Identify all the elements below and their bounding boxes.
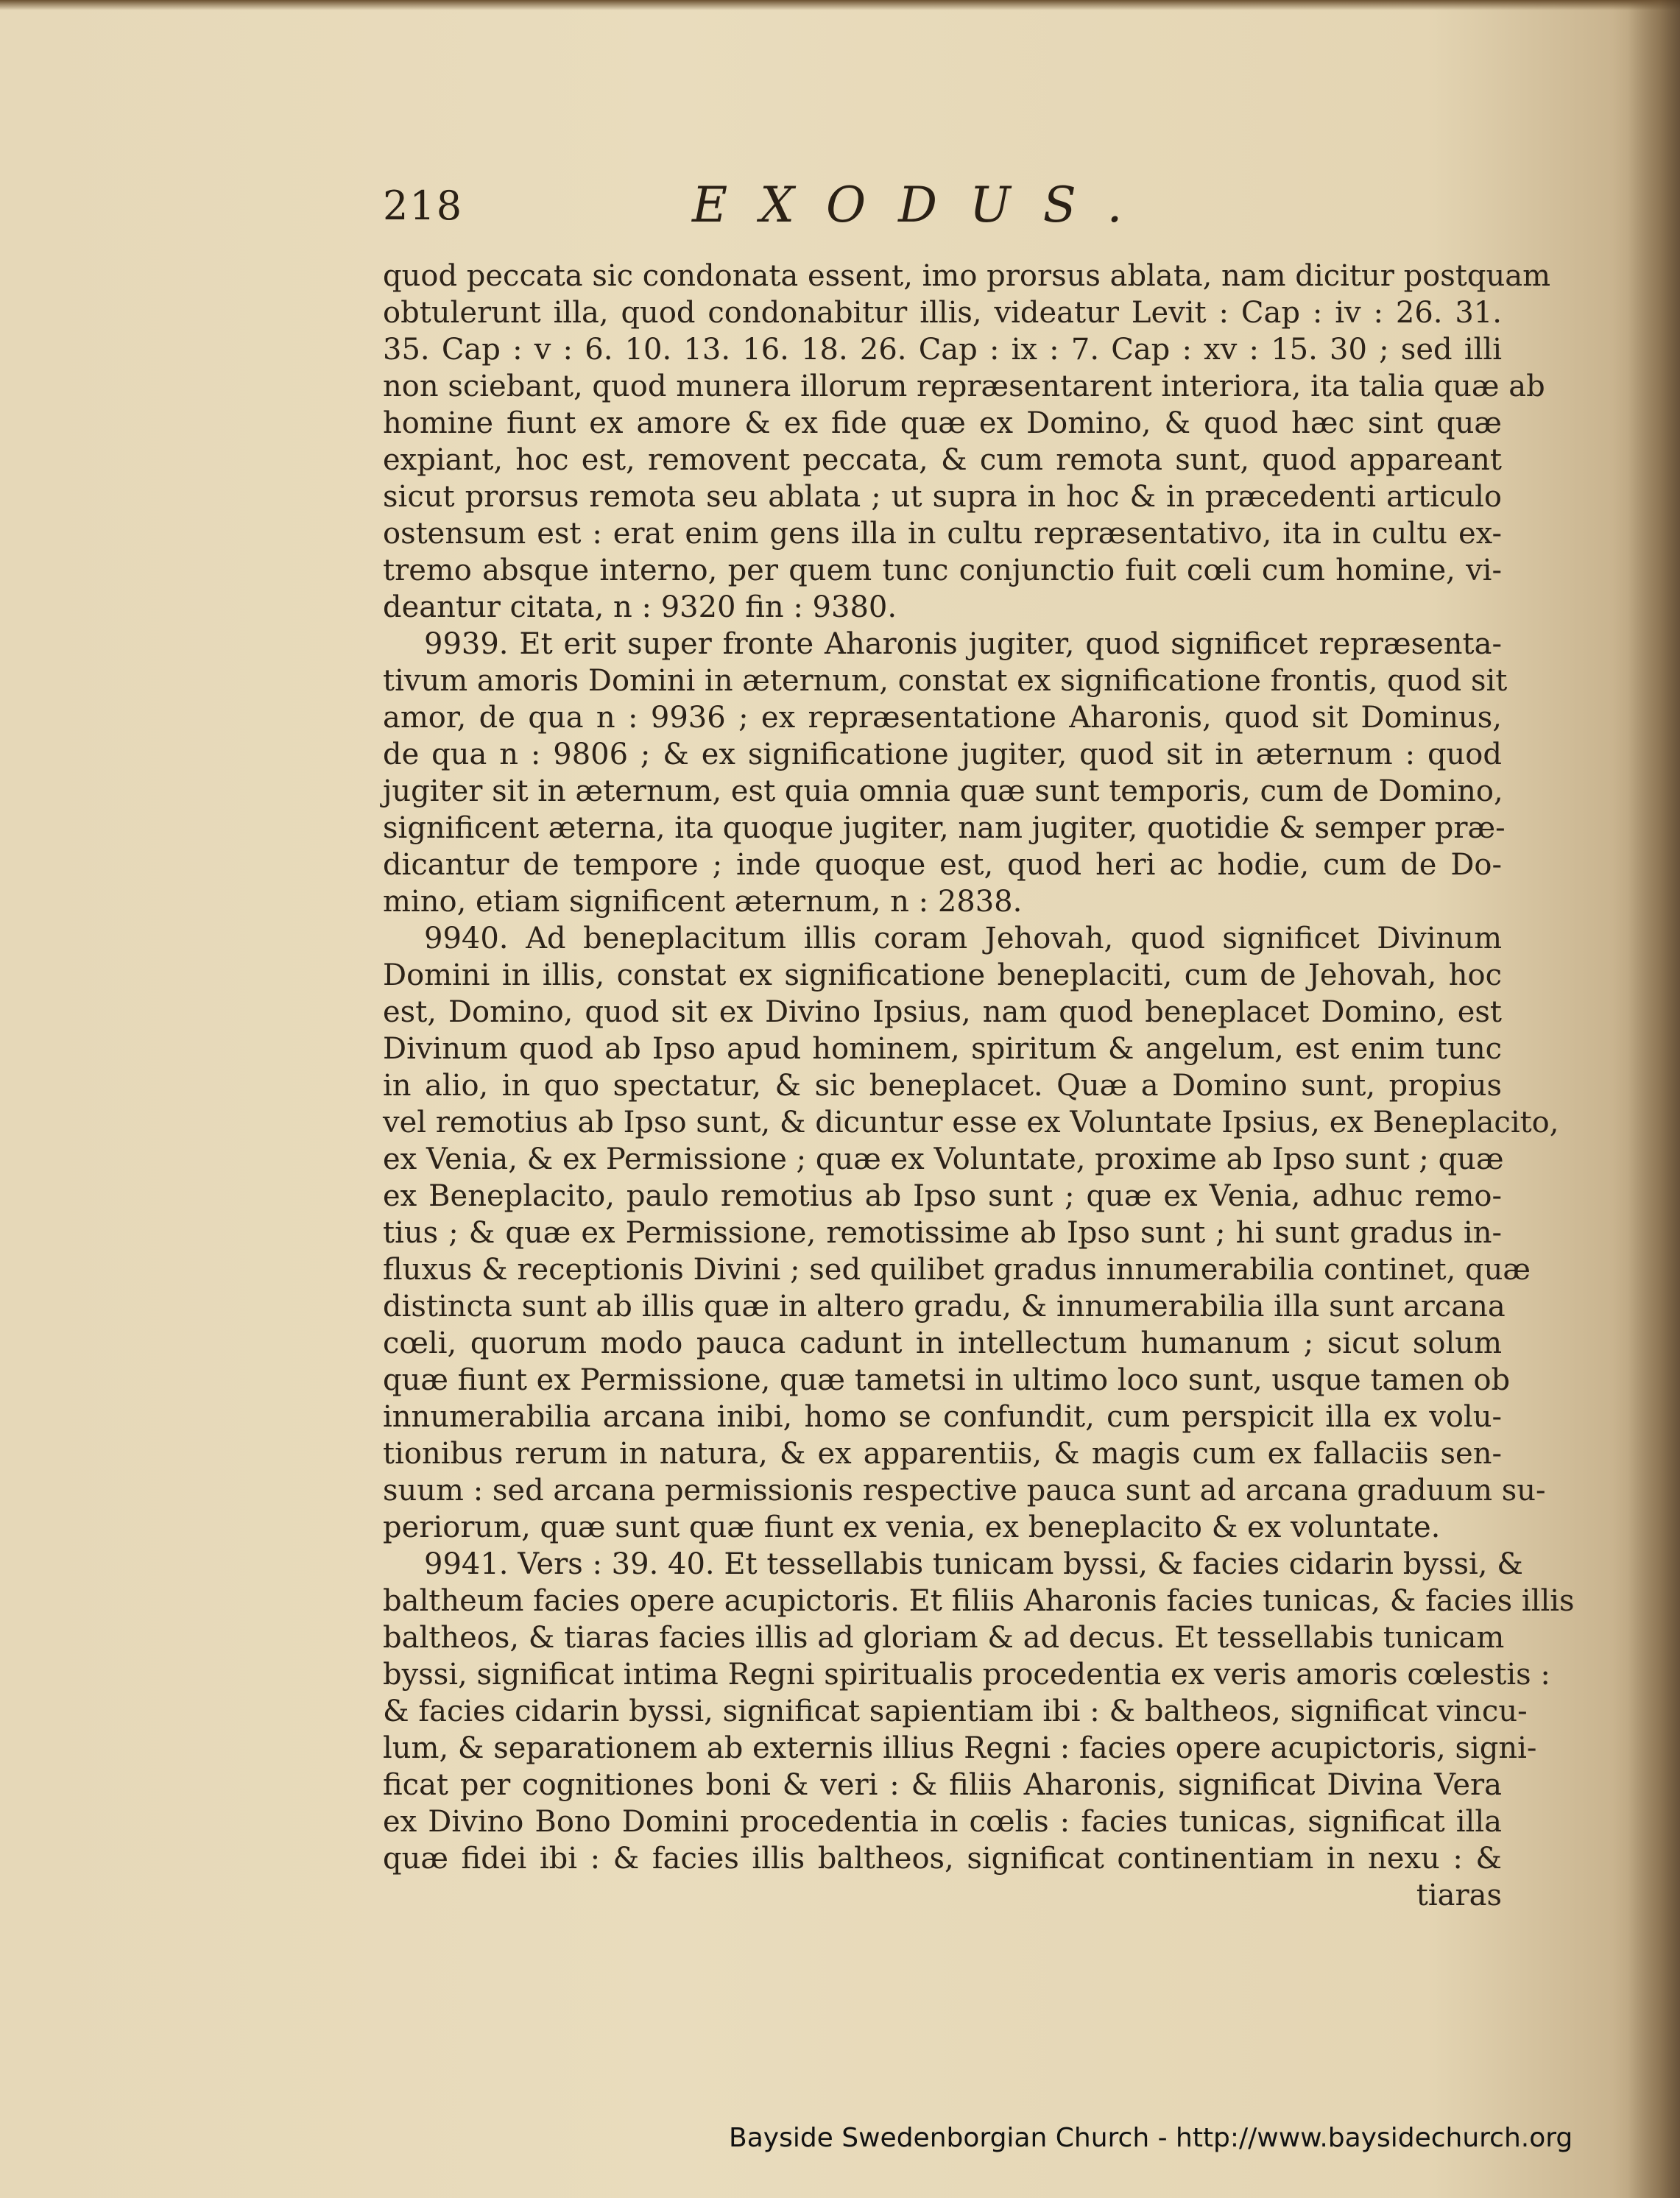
text-line: tionibus rerum in natura, & ex apparentiis, & magis cum ex fallaciis sen- bbox=[383, 1437, 1502, 1471]
text-line: quod peccata sic condonata essent, imo prorsus ablata, nam dicitur postquam bbox=[383, 259, 1550, 293]
text-line: Domini in illis, constat ex significatione beneplaciti, cum de Jehovah, hoc bbox=[383, 958, 1502, 992]
catchword: tiaras bbox=[1416, 1879, 1502, 1912]
running-title: EXODUS. bbox=[692, 177, 1155, 233]
text-line: vel remotius ab Ipso sunt, & dicuntur esse ex Voluntate Ipsius, ex Beneplacito, bbox=[383, 1106, 1559, 1139]
text-line: 35. Cap : v : 6. 10. 13. 16. 18. 26. Cap : ix : 7. Cap : xv : 15. 30 ; sed illi bbox=[383, 333, 1502, 367]
text-line: suum : sed arcana permissionis respective pauca sunt ad arcana graduum su- bbox=[383, 1474, 1546, 1508]
text-line: baltheum facies opere acupictoris. Et filiis Aharonis facies tunicas, & facies illis bbox=[383, 1584, 1575, 1618]
text-line: jugiter sit in æternum, est quia omnia quæ sunt temporis, cum de Domino, bbox=[383, 774, 1503, 808]
text-line: innumerabilia arcana inibi, homo se confundit, cum perspicit illa ex volu- bbox=[383, 1400, 1502, 1434]
text-line: fluxus & receptionis Divini ; sed quilibet gradus innumerabilia continet, quæ bbox=[383, 1253, 1531, 1287]
page-header bbox=[383, 177, 1502, 243]
text-line: dicantur de tempore ; inde quoque est, quod heri ac hodie, cum de Do- bbox=[383, 848, 1502, 882]
paragraph-9940-start: 9940. Ad beneplacitum illis coram Jehovah, quod significet Divinum bbox=[424, 922, 1502, 955]
page-number: 218 bbox=[383, 183, 464, 229]
text-line: amor, de qua n : 9936 ; ex repræsentatione Aharonis, quod sit Dominus, bbox=[383, 701, 1502, 735]
text-line: distincta sunt ab illis quæ in altero gradu, & innumerabilia illa sunt arcana bbox=[383, 1290, 1506, 1324]
text-line: obtulerunt illa, quod condonabitur illis, videatur Levit : Cap : iv : 26. 31. bbox=[383, 296, 1502, 330]
text-line: lum, & separationem ab externis illius Regni : facies opere acupictoris, signi- bbox=[383, 1731, 1537, 1765]
text-line: Divinum quod ab Ipso apud hominem, spiritum & angelum, est enim tunc bbox=[383, 1032, 1502, 1066]
text-line: & facies cidarin byssi, significat sapientiam ibi : & baltheos, significat vincu- bbox=[383, 1695, 1528, 1728]
text-line: quæ fidei ibi : & facies illis baltheos, significat continentiam in nexu : & bbox=[383, 1842, 1502, 1876]
paragraph-9939-start: 9939. Et erit super fronte Aharonis jugiter, quod significet repræsenta- bbox=[424, 627, 1502, 661]
paragraph-9941-start: 9941. Vers : 39. 40. Et tessellabis tunicam byssi, & facies cidarin byssi, & bbox=[424, 1547, 1523, 1581]
text-line: ficat per cognitiones boni & veri : & filiis Aharonis, significat Divina Vera bbox=[383, 1768, 1502, 1802]
text-line: ostensum est : erat enim gens illa in cultu repræsentativo, ita in cultu ex- bbox=[383, 517, 1502, 551]
text-line: tius ; & quæ ex Permissione, remotissime ab Ipso sunt ; hi sunt gradus in- bbox=[383, 1216, 1502, 1250]
text-line: tremo absque interno, per quem tunc conjunctio fuit cœli cum homine, vi- bbox=[383, 554, 1502, 587]
footer-credit: Bayside Swedenborgian Church - http://www.baysidechurch.org bbox=[729, 2123, 1573, 2153]
text-line: periorum, quæ sunt quæ fiunt ex venia, ex beneplacito & ex voluntate. bbox=[383, 1510, 1441, 1544]
text-line: expiant, hoc est, removent peccata, & cum remota sunt, quod appareant bbox=[383, 443, 1502, 477]
text-line: homine fiunt ex amore & ex fide quæ ex Domino, & quod hæc sint quæ bbox=[383, 406, 1502, 440]
page-gutter-shadow bbox=[1628, 0, 1680, 2198]
text-line: de qua n : 9806 ; & ex significatione jugiter, quod sit in æternum : quod bbox=[383, 738, 1502, 771]
text-line: in alio, in quo spectatur, & sic beneplacet. Quæ a Domino sunt, propius bbox=[383, 1069, 1502, 1103]
text-line: deantur citata, n : 9320 fin : 9380. bbox=[383, 590, 897, 624]
body-text bbox=[383, 258, 1575, 1914]
text-line: ex Beneplacito, paulo remotius ab Ipso sunt ; quæ ex Venia, adhuc remo- bbox=[383, 1179, 1502, 1213]
text-line: baltheos, & tiaras facies illis ad gloriam & ad decus. Et tessellabis tunicam bbox=[383, 1621, 1505, 1655]
text-line: ex Venia, & ex Permissione ; quæ ex Voluntate, proxime ab Ipso sunt ; quæ bbox=[383, 1142, 1504, 1176]
page-top-edge bbox=[0, 0, 1680, 10]
text-line: tivum amoris Domini in æternum, constat ex significatione frontis, quod sit bbox=[383, 664, 1508, 698]
text-line: significent æterna, ita quoque jugiter, nam jugiter, quotidie & semper præ- bbox=[383, 811, 1506, 845]
text-line: mino, etiam significent æternum, n : 2838. bbox=[383, 885, 1023, 919]
text-line: sicut prorsus remota seu ablata ; ut supra in hoc & in præcedenti articulo bbox=[383, 480, 1502, 514]
text-line: non sciebant, quod munera illorum repræsentarent interiora, ita talia quæ ab bbox=[383, 370, 1545, 403]
text-line: byssi, significat intima Regni spiritualis procedentia ex veris amoris cœlestis : bbox=[383, 1658, 1550, 1692]
text-line: ex Divino Bono Domini procedentia in cœlis : facies tunicas, significat illa bbox=[383, 1805, 1502, 1839]
text-line: quæ fiunt ex Permissione, quæ tametsi in ultimo loco sunt, usque tamen ob bbox=[383, 1363, 1511, 1397]
text-line: cœli, quorum modo pauca cadunt in intellectum humanum ; sicut solum bbox=[383, 1326, 1502, 1360]
text-line: est, Domino, quod sit ex Divino Ipsius, nam quod beneplacet Domino, est bbox=[383, 995, 1502, 1029]
